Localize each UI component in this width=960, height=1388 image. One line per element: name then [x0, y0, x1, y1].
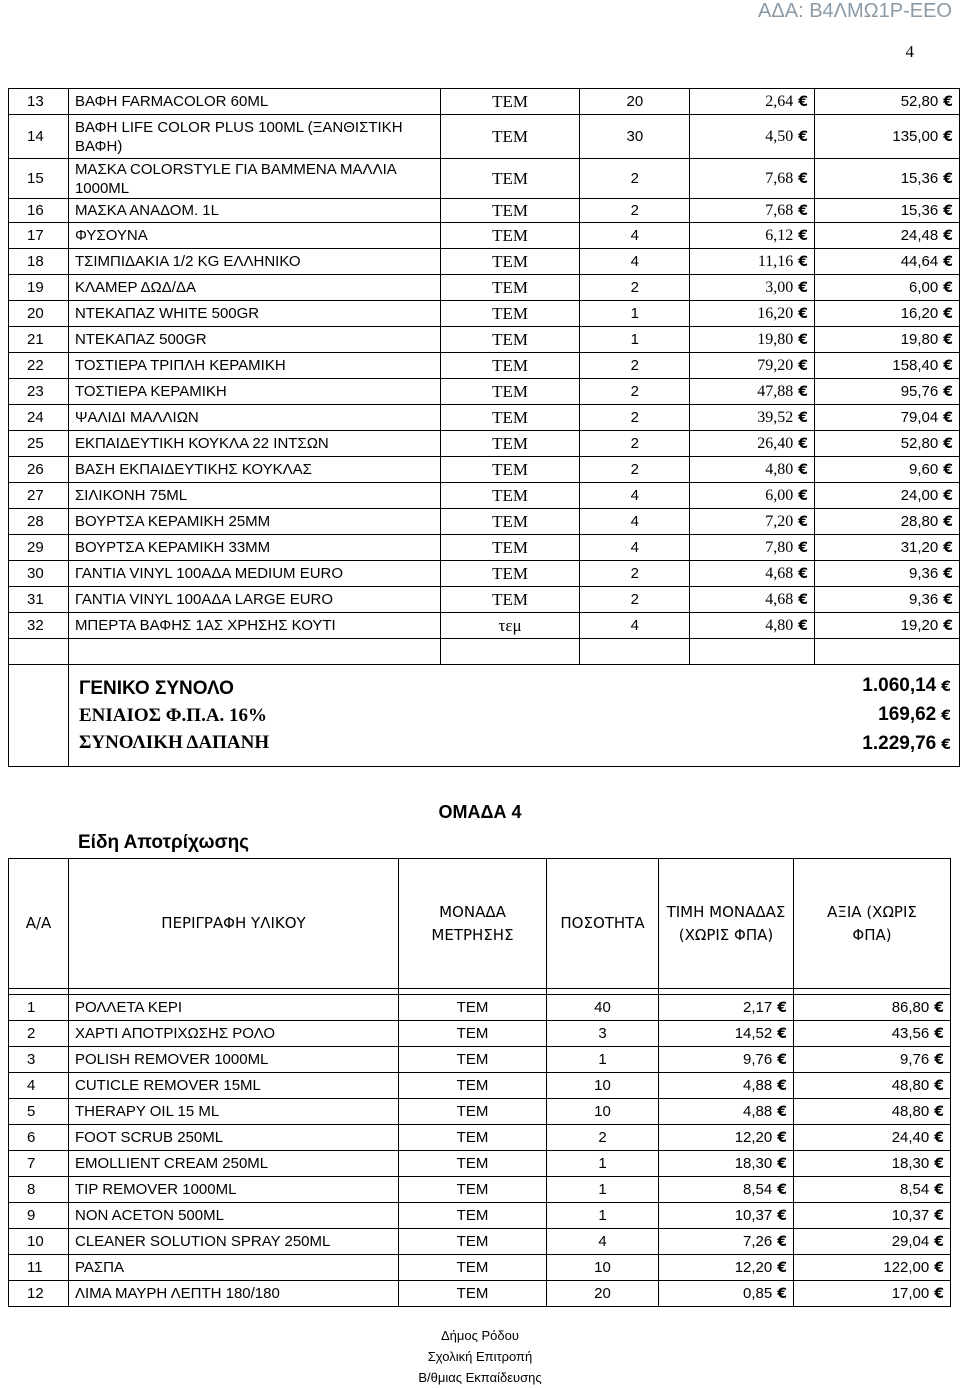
items-table-group3	[8, 88, 960, 767]
row-number: 11	[9, 1255, 69, 1281]
table-row	[9, 159, 960, 199]
quantity: 4	[580, 483, 690, 509]
table-row	[9, 1203, 951, 1229]
unit: ΤΕΜ	[440, 431, 580, 457]
unit: ΤΕΜ	[399, 1151, 547, 1177]
category-title: Είδη Αποτρίχωσης	[78, 832, 250, 853]
quantity: 2	[580, 379, 690, 405]
quantity: 2	[580, 587, 690, 613]
quantity: 4	[580, 509, 690, 535]
row-number: 10	[9, 1229, 69, 1255]
table-row	[9, 613, 960, 639]
row-number: 4	[9, 1073, 69, 1099]
item-description: ΒΑΣΗ ΕΚΠΑΙΔΕΥΤΙΚΗΣ ΚΟΥΚΛΑΣ	[68, 457, 440, 483]
table-row	[9, 1073, 951, 1099]
unit: ΤΕΜ	[440, 199, 580, 223]
line-total: 52,80 €	[815, 431, 960, 457]
unit: ΤΕΜ	[440, 405, 580, 431]
unit-price: 2,17 €	[659, 995, 794, 1021]
row-number: 1	[9, 995, 69, 1021]
line-total: 24,40 €	[794, 1125, 951, 1151]
item-description: ΦΥΣΟΥΝΑ	[68, 223, 440, 249]
row-number: 2	[9, 1021, 69, 1047]
line-total: 19,80 €	[815, 327, 960, 353]
item-description: THERAPY OIL 15 ML	[69, 1099, 399, 1125]
unit: ΤΕΜ	[399, 1125, 547, 1151]
quantity: 2	[547, 1125, 659, 1151]
line-total: 15,36 €	[815, 199, 960, 223]
table-row	[9, 1255, 951, 1281]
line-total: 18,30 €	[794, 1151, 951, 1177]
row-number: 12	[9, 1281, 69, 1307]
table-row	[9, 327, 960, 353]
quantity: 4	[580, 535, 690, 561]
quantity: 2	[580, 353, 690, 379]
footer	[0, 1325, 960, 1388]
unit: ΤΕΜ	[440, 249, 580, 275]
item-description: ΝΤΕΚΑΠΑΖ 500GR	[68, 327, 440, 353]
table-row	[9, 587, 960, 613]
item-description: ΣΙΛΙΚΟΝΗ 75ML	[68, 483, 440, 509]
unit-price: 7,68 €	[690, 199, 815, 223]
table-row	[9, 1099, 951, 1125]
line-total: 122,00 €	[794, 1255, 951, 1281]
totals-block	[9, 665, 960, 767]
row-number: 5	[9, 1099, 69, 1125]
row-number: 28	[9, 509, 69, 535]
table-row	[9, 223, 960, 249]
line-total: 19,20 €	[815, 613, 960, 639]
unit-price: 7,68 €	[690, 159, 815, 199]
unit: ΤΕΜ	[440, 223, 580, 249]
quantity: 40	[547, 995, 659, 1021]
row-number: 30	[9, 561, 69, 587]
line-total: 24,00 €	[815, 483, 960, 509]
item-description: TIP REMOVER 1000ML	[69, 1177, 399, 1203]
quantity: 2	[580, 199, 690, 223]
row-number: 29	[9, 535, 69, 561]
line-total: 48,80 €	[794, 1073, 951, 1099]
table-row	[9, 995, 951, 1021]
empty-row	[9, 639, 960, 665]
table-row	[9, 1229, 951, 1255]
item-description: FOOT SCRUB 250ML	[69, 1125, 399, 1151]
quantity: 2	[580, 159, 690, 199]
item-description: NON ACETON 500ML	[69, 1203, 399, 1229]
unit: ΤΕΜ	[440, 159, 580, 199]
unit-price: 4,68 €	[690, 587, 815, 613]
vat-value: 169,62 €	[878, 704, 951, 725]
unit-price: 6,00 €	[690, 483, 815, 509]
general-total-label: ΓΕΝΙΚΟ ΣΥΝΟΛΟ	[78, 678, 234, 699]
unit: τεμ	[440, 613, 580, 639]
page-number: 4	[905, 42, 914, 61]
unit-price: 8,54 €	[659, 1177, 794, 1203]
ada-code: ΑΔΑ: Β4ΛΜΩ1Ρ-ΕΕΟ	[758, 0, 952, 22]
header-value: ΑΞΙΑ (ΧΩΡΙΣ ΦΠΑ)	[794, 859, 951, 989]
unit-price: 4,80 €	[690, 457, 815, 483]
unit: ΤΕΜ	[440, 483, 580, 509]
line-total: 158,40 €	[815, 353, 960, 379]
line-total: 29,04 €	[794, 1229, 951, 1255]
item-description: ΤΣΙΜΠΙΔΑΚΙΑ 1/2 KG ΕΛΛΗΝΙΚΟ	[68, 249, 440, 275]
unit-price: 4,88 €	[659, 1099, 794, 1125]
unit-price: 7,20 €	[690, 509, 815, 535]
unit-price: 16,20 €	[690, 301, 815, 327]
line-total: 15,36 €	[815, 159, 960, 199]
item-description: ΕΚΠΑΙΔΕΥΤΙΚΗ ΚΟΥΚΛΑ 22 ΙΝΤΣΩΝ	[68, 431, 440, 457]
table-header-row	[9, 859, 951, 989]
line-total: 79,04 €	[815, 405, 960, 431]
row-number: 17	[9, 223, 69, 249]
quantity: 2	[580, 275, 690, 301]
item-description: ΝΤΕΚΑΠΑΖ WHITE 500GR	[68, 301, 440, 327]
row-number: 16	[9, 199, 69, 223]
quantity: 10	[547, 1255, 659, 1281]
table-row	[9, 405, 960, 431]
unit: ΤΕΜ	[440, 115, 580, 159]
item-description: POLISH REMOVER 1000ML	[69, 1047, 399, 1073]
row-number: 24	[9, 405, 69, 431]
table-row	[9, 199, 960, 223]
unit: ΤΕΜ	[440, 457, 580, 483]
unit: ΤΕΜ	[399, 1047, 547, 1073]
header-quantity: ΠΟΣΟΤΗΤΑ	[547, 859, 659, 989]
item-description: ΡΟΛΛΕΤΑ ΚΕΡΙ	[69, 995, 399, 1021]
line-total: 48,80 €	[794, 1099, 951, 1125]
table-row	[9, 249, 960, 275]
row-number: 32	[9, 613, 69, 639]
unit-price: 4,68 €	[690, 561, 815, 587]
unit: ΤΕΜ	[399, 995, 547, 1021]
quantity: 4	[547, 1229, 659, 1255]
unit-price: 47,88 €	[690, 379, 815, 405]
item-description: ΤΟΣΤΙΕΡΑ ΚΕΡΑΜΙΚΗ	[68, 379, 440, 405]
unit: ΤΕΜ	[440, 327, 580, 353]
unit-price: 6,12 €	[690, 223, 815, 249]
table-row	[9, 1125, 951, 1151]
line-total: 10,37 €	[794, 1203, 951, 1229]
line-total: 86,80 €	[794, 995, 951, 1021]
unit-price: 39,52 €	[690, 405, 815, 431]
row-number: 19	[9, 275, 69, 301]
row-number: 8	[9, 1177, 69, 1203]
line-total: 31,20 €	[815, 535, 960, 561]
line-total: 9,36 €	[815, 587, 960, 613]
grand-total-value: 1.229,76 €	[862, 733, 951, 754]
unit: ΤΕΜ	[440, 561, 580, 587]
footer-education: Β/θμιας Εκπαίδευσης	[418, 1370, 542, 1385]
table-row	[9, 483, 960, 509]
unit-price: 79,20 €	[690, 353, 815, 379]
grand-total-label: ΣΥΝΟΛΙΚΗ ΔΑΠΑΝΗ	[78, 732, 270, 753]
quantity: 2	[580, 561, 690, 587]
table-row	[9, 1177, 951, 1203]
table-row	[9, 1047, 951, 1073]
item-description: ΒΑΦΗ FARMACOLOR 60ML	[68, 89, 440, 115]
quantity: 1	[547, 1203, 659, 1229]
unit-price: 11,16 €	[690, 249, 815, 275]
unit: ΤΕΜ	[399, 1021, 547, 1047]
line-total: 16,20 €	[815, 301, 960, 327]
item-description: CUTICLE REMOVER 15ML	[69, 1073, 399, 1099]
unit: ΤΕΜ	[440, 301, 580, 327]
quantity: 1	[547, 1151, 659, 1177]
item-description: ΜΑΣΚΑ COLORSTYLE ΓΙΑ ΒΑΜΜΕΝΑ ΜΑΛΛΙΑ 1000ML	[68, 159, 440, 199]
quantity: 2	[580, 405, 690, 431]
quantity: 30	[580, 115, 690, 159]
table-row	[9, 1281, 951, 1307]
row-number: 3	[9, 1047, 69, 1073]
table-row	[9, 353, 960, 379]
table-row	[9, 301, 960, 327]
row-number: 13	[9, 89, 69, 115]
row-number: 23	[9, 379, 69, 405]
unit-price: 7,80 €	[690, 535, 815, 561]
unit-price: 19,80 €	[690, 327, 815, 353]
unit: ΤΕΜ	[399, 1255, 547, 1281]
header-description: ΠΕΡΙΓΡΑΦΗ ΥΛΙΚΟΥ	[69, 859, 399, 989]
row-number: 9	[9, 1203, 69, 1229]
table-row	[9, 115, 960, 159]
header-unit: ΜΟΝΑΔΑ ΜΕΤΡΗΣΗΣ	[399, 859, 547, 989]
line-total: 24,48 €	[815, 223, 960, 249]
table-row	[9, 431, 960, 457]
unit-price: 3,00 €	[690, 275, 815, 301]
quantity: 1	[580, 301, 690, 327]
header-aa: Α/Α	[9, 859, 69, 989]
unit: ΤΕΜ	[440, 353, 580, 379]
row-number: 15	[9, 159, 69, 199]
line-total: 95,76 €	[815, 379, 960, 405]
quantity: 1	[547, 1177, 659, 1203]
header-unit-price: ΤΙΜΗ ΜΟΝΑΔΑΣ (ΧΩΡΙΣ ΦΠΑ)	[659, 859, 794, 989]
item-description: ΡΑΣΠΑ	[69, 1255, 399, 1281]
quantity: 1	[547, 1047, 659, 1073]
item-description: ΧΑΡΤΙ ΑΠΟΤΡΙΧΩΣΗΣ ΡΟΛΟ	[69, 1021, 399, 1047]
item-description: CLEANER SOLUTION SPRAY 250ML	[69, 1229, 399, 1255]
row-number: 22	[9, 353, 69, 379]
row-number: 27	[9, 483, 69, 509]
unit-price: 2,64 €	[690, 89, 815, 115]
general-total-value: 1.060,14 €	[862, 675, 951, 696]
line-total: 17,00 €	[794, 1281, 951, 1307]
line-total: 28,80 €	[815, 509, 960, 535]
row-number: 7	[9, 1151, 69, 1177]
unit: ΤΕΜ	[399, 1203, 547, 1229]
vat-label: ΕΝΙΑΙΟΣ Φ.Π.Α. 16%	[78, 705, 268, 726]
unit-price: 12,20 €	[659, 1255, 794, 1281]
quantity: 3	[547, 1021, 659, 1047]
item-description: ΚΛΑΜΕΡ ΔΩΔ/ΔΑ	[68, 275, 440, 301]
unit-price: 4,88 €	[659, 1073, 794, 1099]
row-number: 14	[9, 115, 69, 159]
item-description: ΨΑΛΙΔΙ ΜΑΛΛΙΩΝ	[68, 405, 440, 431]
row-number: 20	[9, 301, 69, 327]
table-row	[9, 379, 960, 405]
item-description: ΜΠΕΡΤΑ ΒΑΦΗΣ 1ΑΣ ΧΡΗΣΗΣ ΚΟΥΤΙ	[68, 613, 440, 639]
unit-price: 4,50 €	[690, 115, 815, 159]
unit-price: 9,76 €	[659, 1047, 794, 1073]
table-row	[9, 457, 960, 483]
table-row	[9, 561, 960, 587]
item-description: ΒΑΦΗ LIFE COLOR PLUS 100ML (ΞΑΝΘΙΣΤΙΚΗ ΒΑΦΗ)	[68, 115, 440, 159]
unit: ΤΕΜ	[440, 509, 580, 535]
footer-municipality: Δήμος Ρόδου	[441, 1328, 519, 1343]
line-total: 135,00 €	[815, 115, 960, 159]
line-total: 9,60 €	[815, 457, 960, 483]
row-number: 6	[9, 1125, 69, 1151]
row-number: 21	[9, 327, 69, 353]
quantity: 1	[580, 327, 690, 353]
unit: ΤΕΜ	[399, 1177, 547, 1203]
quantity: 2	[580, 431, 690, 457]
table-row	[9, 89, 960, 115]
item-description: ΓΑΝΤΙΑ VINYL 100ΑΔΑ MEDIUM EURO	[68, 561, 440, 587]
unit-price: 18,30 €	[659, 1151, 794, 1177]
row-number: 26	[9, 457, 69, 483]
quantity: 10	[547, 1099, 659, 1125]
item-description: ΤΟΣΤΙΕΡΑ ΤΡΙΠΛΗ ΚΕΡΑΜΙΚΗ	[68, 353, 440, 379]
item-description: ΓΑΝΤΙΑ VINYL 100ΑΔΑ LARGE EURO	[68, 587, 440, 613]
unit: ΤΕΜ	[399, 1229, 547, 1255]
row-number: 18	[9, 249, 69, 275]
quantity: 10	[547, 1073, 659, 1099]
footer-committee: Σχολική Επιτροπή	[427, 1349, 533, 1364]
item-description: EMOLLIENT CREAM 250ML	[69, 1151, 399, 1177]
item-description: ΒΟΥΡΤΣΑ ΚΕΡΑΜΙΚΗ 33ΜΜ	[68, 535, 440, 561]
line-total: 44,64 €	[815, 249, 960, 275]
unit-price: 12,20 €	[659, 1125, 794, 1151]
item-description: ΛΙΜΑ ΜΑΥΡΗ ΛΕΠΤΗ 180/180	[69, 1281, 399, 1307]
unit: ΤΕΜ	[440, 275, 580, 301]
quantity: 4	[580, 223, 690, 249]
row-number: 31	[9, 587, 69, 613]
items-table-group4	[8, 858, 951, 1307]
line-total: 52,80 €	[815, 89, 960, 115]
unit-price: 0,85 €	[659, 1281, 794, 1307]
unit-price: 26,40 €	[690, 431, 815, 457]
quantity: 20	[547, 1281, 659, 1307]
quantity: 2	[580, 457, 690, 483]
line-total: 43,56 €	[794, 1021, 951, 1047]
line-total: 9,76 €	[794, 1047, 951, 1073]
unit: ΤΕΜ	[440, 535, 580, 561]
line-total: 6,00 €	[815, 275, 960, 301]
quantity: 4	[580, 613, 690, 639]
table-row	[9, 1021, 951, 1047]
row-number: 25	[9, 431, 69, 457]
table-row	[9, 509, 960, 535]
unit-price: 4,80 €	[690, 613, 815, 639]
table-row	[9, 535, 960, 561]
item-description: ΜΑΣΚΑ ΑΝΑΔΟΜ. 1L	[68, 199, 440, 223]
table-row	[9, 1151, 951, 1177]
table-row	[9, 275, 960, 301]
quantity: 20	[580, 89, 690, 115]
unit: ΤΕΜ	[440, 379, 580, 405]
unit: ΤΕΜ	[399, 1073, 547, 1099]
unit-price: 14,52 €	[659, 1021, 794, 1047]
unit: ΤΕΜ	[440, 89, 580, 115]
item-description: ΒΟΥΡΤΣΑ ΚΕΡΑΜΙΚΗ 25ΜΜ	[68, 509, 440, 535]
unit: ΤΕΜ	[440, 587, 580, 613]
unit: ΤΕΜ	[399, 1099, 547, 1125]
line-total: 8,54 €	[794, 1177, 951, 1203]
quantity: 4	[580, 249, 690, 275]
line-total: 9,36 €	[815, 561, 960, 587]
unit-price: 10,37 €	[659, 1203, 794, 1229]
unit: ΤΕΜ	[399, 1281, 547, 1307]
unit-price: 7,26 €	[659, 1229, 794, 1255]
